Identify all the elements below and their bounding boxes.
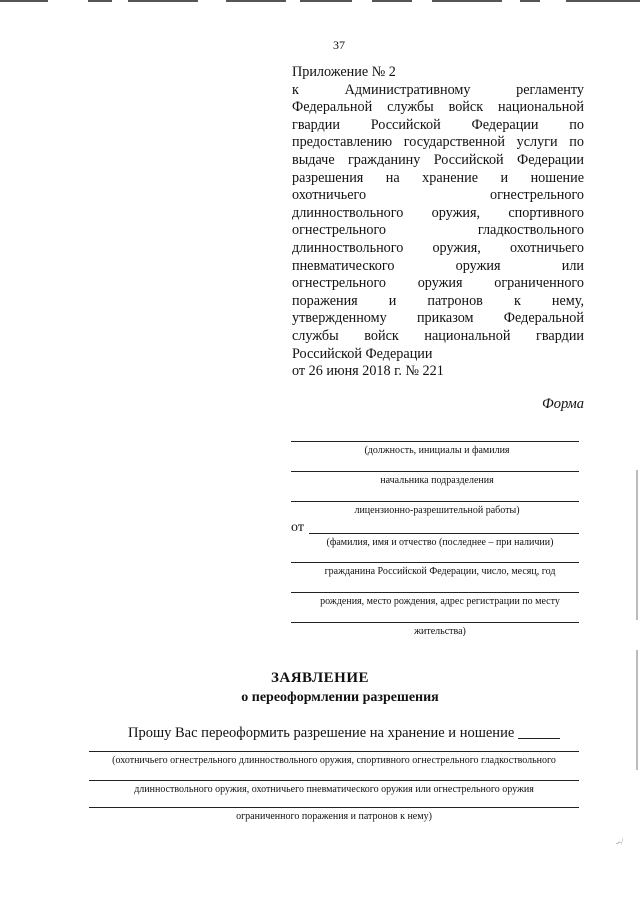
fill-line-applicant-name[interactable] (309, 533, 579, 534)
fill-line-weapon-1[interactable] (89, 751, 579, 752)
appendix-line: поражения и патронов к нему, (292, 292, 584, 309)
appendix-line: от 26 июня 2018 г. № 221 (292, 363, 444, 380)
appendix-line: Приложение № 2 (292, 64, 396, 80)
appendix-line: гвардии Российской Федерации по (292, 116, 584, 133)
appendix-line: предоставлению государственной услуги по (292, 134, 584, 151)
request-text (128, 725, 560, 742)
hint-residence: жительства) (414, 626, 466, 637)
hint-birthplace-address: рождения, место рождения, адрес регистрации по месту (320, 596, 560, 607)
fill-line-weapon-3[interactable] (89, 807, 579, 808)
appendix-line: длинноствольного оружия, спортивного (292, 204, 584, 221)
page-number: 37 (333, 38, 345, 52)
appendix-line: к Административному регламенту (292, 81, 584, 98)
appendix-line: выдаче гражданину Российской Федерации (292, 151, 584, 168)
fill-line-applicant-residence[interactable] (291, 622, 579, 623)
fill-line-addressee-2[interactable] (291, 471, 579, 472)
appendix-line: разрешения на хранение и ношение (292, 169, 584, 186)
scan-smudge: ∽⁄ (613, 836, 625, 849)
appendix-block (292, 64, 584, 381)
appendix-line: пневматического оружия или (292, 257, 584, 274)
hint-full-name: (фамилия, имя и отчество (последнее – при наличии) (326, 537, 554, 548)
form-label: Форма (542, 396, 584, 412)
appendix-line: длинноствольного оружия, охотничьего (292, 239, 584, 256)
document-subtitle: о переоформлении разрешения (241, 690, 439, 705)
hint-department-head: начальника подразделения (380, 475, 494, 486)
hint-citizen-birthdate: гражданина Российской Федерации, число, месяц, год (324, 566, 556, 577)
appendix-line: Российской Федерации (292, 345, 433, 362)
scan-edge-marks (0, 0, 640, 6)
fill-line-applicant-address[interactable] (291, 592, 579, 593)
hint-weapon-types-2: длинноствольного оружия, охотничьего пневматического оружия или огнестрельного оружия (134, 784, 534, 795)
appendix-line: огнестрельного гладкоствольного (292, 222, 584, 239)
hint-weapon-types-3: ограниченного поражения и патронов к нему) (236, 811, 432, 822)
appendix-line: огнестрельного оружия ограниченного (292, 275, 584, 292)
scan-side-mark (636, 650, 638, 770)
appendix-line: Федеральной службы войск национальной (292, 99, 584, 116)
hint-weapon-types-1: (охотничьего огнестрельного длинноствольного оружия, спортивного огнестрельного гладкоствольного (112, 755, 556, 766)
fill-line-addressee-3[interactable] (291, 501, 579, 502)
fill-line-weapon-2[interactable] (89, 780, 579, 781)
scan-side-mark (636, 470, 638, 620)
document-title: ЗАЯВЛЕНИЕ (270, 670, 370, 686)
hint-licensing-work: лицензионно-разрешительной работы) (354, 505, 520, 516)
from-label: от (291, 520, 304, 535)
appendix-line: утвержденному приказом Федеральной (292, 310, 584, 327)
fill-line-applicant-birthdate[interactable] (291, 562, 579, 563)
appendix-line: охотничьего огнестрельного (292, 187, 584, 204)
fill-line-addressee-1[interactable] (291, 441, 579, 442)
appendix-line: службы войск национальной гвардии (292, 327, 584, 344)
request-sentence: Прошу Вас переоформить разрешение на хранение и ношение (128, 725, 515, 741)
hint-position-name: (должность, инициалы и фамилия (364, 445, 510, 456)
fill-blank-request[interactable] (518, 738, 560, 739)
